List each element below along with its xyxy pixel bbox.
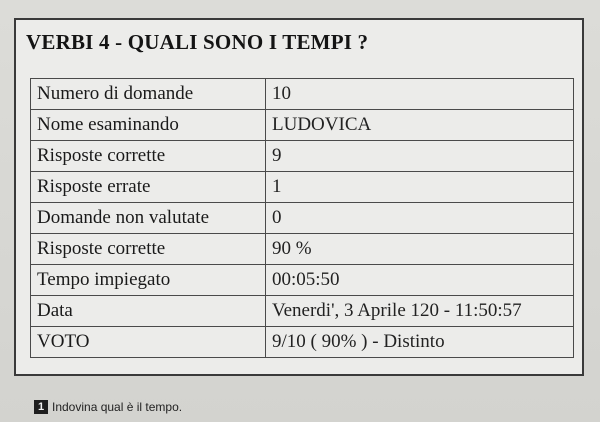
table-row — [31, 172, 574, 203]
row-label-correct-answers: Risposte corrette — [31, 141, 266, 172]
table-row — [31, 296, 574, 327]
row-value-time-taken: 00:05:50 — [266, 265, 574, 296]
question-hint[interactable] — [34, 400, 182, 414]
row-label-correct-percent: Risposte corrette — [31, 234, 266, 265]
row-value-date: Venerdi', 3 Aprile 120 - 11:50:57 — [266, 296, 574, 327]
row-label-question-count: Numero di domande — [31, 79, 266, 110]
row-value-grade: 9/10 ( 90% ) - Distinto — [266, 327, 574, 358]
row-value-wrong-answers: 1 — [266, 172, 574, 203]
question-number-badge: 1 — [34, 400, 48, 414]
table-row — [31, 203, 574, 234]
results-table — [30, 78, 574, 358]
table-row — [31, 79, 574, 110]
row-label-unevaluated: Domande non valutate — [31, 203, 266, 234]
row-value-correct-answers: 9 — [266, 141, 574, 172]
table-row — [31, 327, 574, 358]
table-row — [31, 141, 574, 172]
quiz-title: VERBI 4 - QUALI SONO I TEMPI ? — [26, 30, 369, 54]
quiz-result-panel — [14, 18, 584, 376]
table-row — [31, 265, 574, 296]
row-label-wrong-answers: Risposte errate — [31, 172, 266, 203]
table-row — [31, 110, 574, 141]
row-value-unevaluated: 0 — [266, 203, 574, 234]
row-label-grade: VOTO — [31, 327, 266, 358]
table-row — [31, 234, 574, 265]
row-label-date: Data — [31, 296, 266, 327]
row-value-correct-percent: 90 % — [266, 234, 574, 265]
question-hint-text: Indovina qual è il tempo. — [52, 400, 183, 414]
row-label-examinee-name: Nome esaminando — [31, 110, 266, 141]
row-value-examinee-name: LUDOVICA — [266, 110, 574, 141]
row-value-question-count: 10 — [266, 79, 574, 110]
row-label-time-taken: Tempo impiegato — [31, 265, 266, 296]
